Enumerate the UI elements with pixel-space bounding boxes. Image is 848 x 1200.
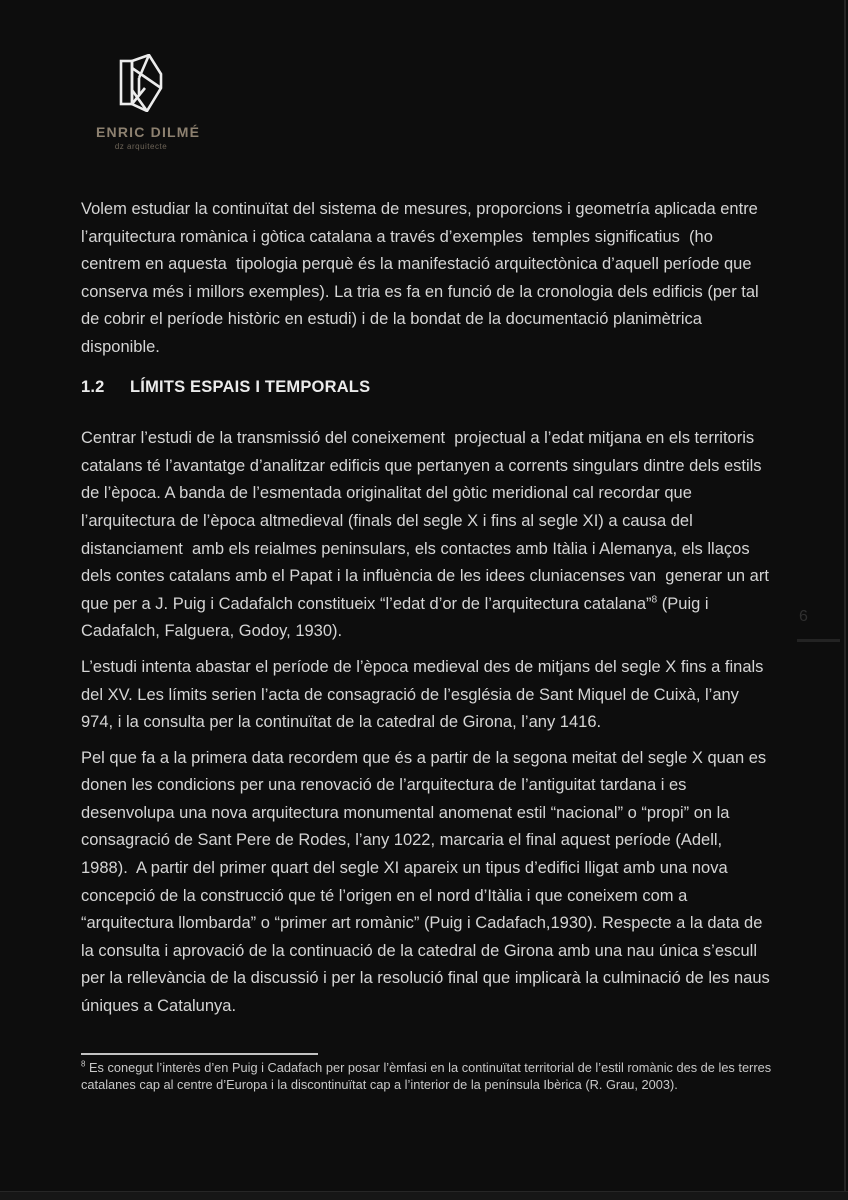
document-body [81, 196, 775, 1029]
footnote-reference: 8 [651, 594, 658, 606]
footnote [81, 1053, 773, 1094]
paragraph-2 [81, 425, 774, 646]
dilme-monogram-icon [119, 54, 163, 112]
paragraph-3: L’estudi intenta abastar el període de l’època medieval des de mitjans del segle X fins a finals del XV. Les límits serien l’acta de consagració de l’església de Sant Miquel de Cuixà, l’any 974, i la consulta per la continuïtat de la catedral de Girona, l’any 1416. [81, 657, 769, 732]
section-title: LÍMITS ESPAIS I TEMPORALS [130, 377, 371, 396]
footnote-text: Es conegut l’interès d’en Puig i Cadafach per posar l’èmfasi en la continuïtat territorial de l’estil romànic des de les terres catalanes cap al centre d’Europa i la discontinuïtat cap a l’interior de la península Ibèrica (R. Grau, 2003). [81, 1060, 775, 1092]
paragraph-4: Pel que fa a la primera data recordem que és a partir de la segona meitat del segle X quan es donen les condicions per una renovació de l’arquitectura de l’antiguitat tardana i es desenvolupa una nova arquitectura monumental anomenat estil “nacional” o “propi” on la consagració de Sant Pere de Rodes, l’any 1022, marcaria el final aquest període (Adell, 1988). A partir del primer quart del segle XI apareix un tipus d’edifici lligat amb una nova concepció de la construcció que té l’origen en el nord d’Itàlia i que coneixem com a “arquitectura llombarda” o “primer art romànic” (Puig i Cadafach,1930). Respecte a la data de la consulta i aprovació de la continuació de la catedral de Girona amb una nau única s’escull per la rellevància de la discussió i per la resolució final que implicarà la culminació de les naus úniques a Catalunya. [81, 748, 775, 1016]
footnote-number: 8 [81, 1059, 86, 1069]
logo [96, 54, 201, 151]
page-number-rule [797, 639, 840, 642]
footnote-separator [81, 1053, 318, 1055]
brand-tagline: dz arquitecte [114, 142, 168, 151]
paragraph-2-citation: (Puig i Cadafalch, Falguera, Godoy, 1930). [81, 594, 714, 641]
page-bottom-edge [0, 1191, 848, 1200]
section-number: 1.2 [81, 377, 105, 396]
page-edge-line [844, 0, 846, 1200]
section-heading [81, 374, 771, 402]
paragraph-2-text: Centrar l’estudi de la transmissió del coneixement projectual a l’edat mitjana en els territoris catalans té l’avantatge d’analitzar edificis que pertanyen a corrents singulars dintre dels estils de l’època. A banda de l’esmentada originalitat del gòtic meridional cal recordar que l’arquitectura de l’època altmedieval (finals del segle X i fins al segle XI) a causa del distanciament amb els reialmes peninsulars, els contactes amb Itàlia i Alemanya, els llaços dels contes catalans amb el Papat i la influència de les idees cluniacenses van generar un art que per a J. Puig i Cadafalch constitueix “l’edat d’or de l’arquitectura catalana” [81, 429, 774, 613]
page-number: 6 [799, 608, 808, 625]
paragraph-1: Volem estudiar la continuïtat del sistema de mesures, proporcions i geometría aplicada entre l’arquitectura romànica i gòtica catalana a través d’exemples temples significatius (ho centrem en aquesta tipologia perquè és la manifestació arquitectònica d’aquell període que conserva més i millors exemples). La tria es fa en funció de la cronologia dels edificis (per tal de cobrir el període històric en estudi) i de la bondat de la documentació planimètrica disponible. [81, 200, 764, 356]
footnote-text-block [81, 1060, 773, 1094]
brand-name: ENRIC DILMÉ [96, 124, 201, 140]
